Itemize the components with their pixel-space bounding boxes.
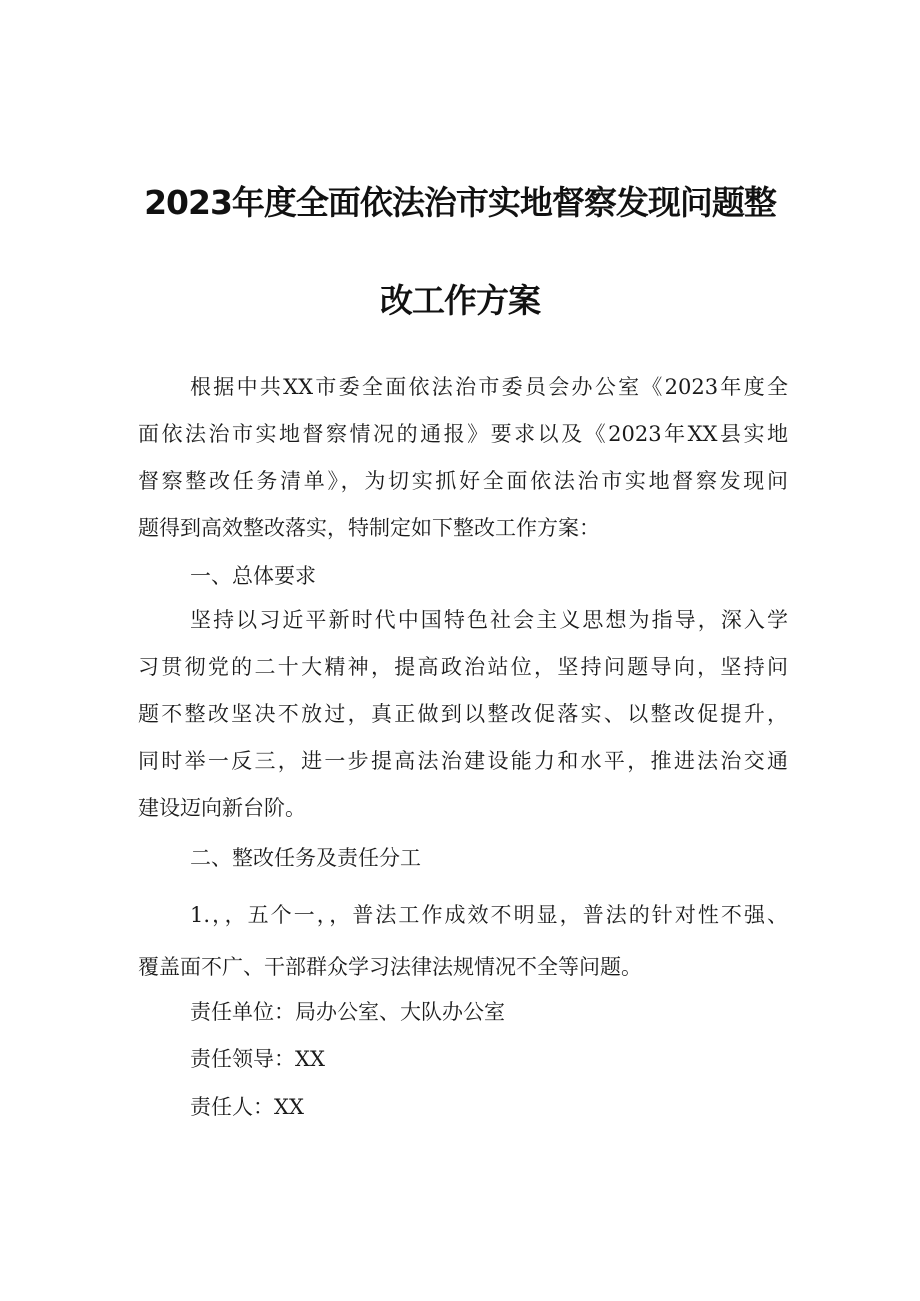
- responsible-leader: 责任领导：XX: [190, 1047, 325, 1071]
- intro-line-4: 题得到高效整改落实，特制定如下整改工作方案：: [138, 516, 600, 540]
- responsible-person: 责任人：XX: [190, 1095, 304, 1119]
- section1-line-2: 习贯彻党的二十大精神，提高政治站位，坚持问题导向，坚持问: [138, 655, 788, 679]
- intro-line-2: 面依法治市实地督察情况的通报》要求以及《2023年XX县实地: [138, 422, 788, 446]
- section1-line-1: 坚持以习近平新时代中国特色社会主义思想为指导，深入学: [190, 608, 788, 632]
- section1-line-4: 同时举一反三，进一步提高法治建设能力和水平，推进法治交通: [138, 749, 788, 773]
- document-title-line-1: 2023年度全面依法治市实地督察发现问题整: [144, 183, 776, 222]
- intro-line-1: 根据中共XX市委全面依法治市委员会办公室《2023年度全: [190, 375, 788, 399]
- intro-line-3: 督察整改任务清单》，为切实抓好全面依法治市实地督察发现问: [138, 469, 788, 493]
- document-title-line-2: 改工作方案: [380, 281, 540, 320]
- item1-line-2: 覆盖面不广、干部群众学习法律法规情况不全等问题。: [138, 955, 642, 979]
- section1-heading: 一、总体要求: [190, 564, 316, 588]
- section1-line-3: 题不整改坚决不放过，真正做到以整改促落实、以整改促提升，: [138, 702, 788, 726]
- responsible-unit: 责任单位：局办公室、大队办公室: [190, 1000, 505, 1024]
- item1-line-1: 1.，，五个一，，普法工作成效不明显，普法的针对性不强、: [190, 903, 788, 927]
- section2-heading: 二、整改任务及责任分工: [190, 846, 421, 870]
- section1-line-5: 建设迈向新台阶。: [138, 796, 306, 820]
